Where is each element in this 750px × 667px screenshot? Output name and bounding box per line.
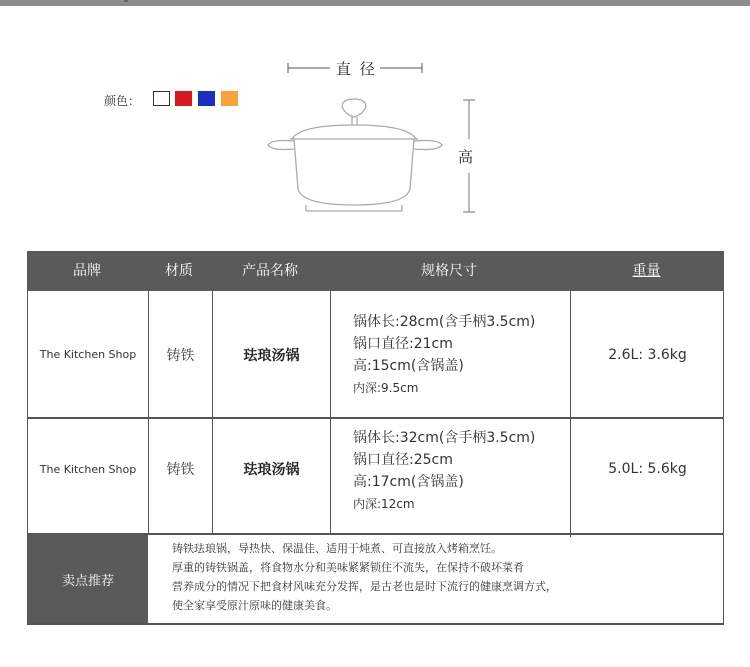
table-row — [27, 291, 724, 418]
spec-line: 内深:12cm — [353, 497, 415, 511]
header-material: 材质 — [165, 263, 193, 279]
material-cell: 铸铁 — [166, 347, 195, 364]
pot-dimension-diagram — [262, 55, 502, 220]
spec-line: 内深:9.5cm — [353, 380, 419, 395]
spec-cell — [331, 291, 570, 418]
weight-cell: 2.6L: 3.6kg — [608, 346, 687, 363]
selling-points-row — [27, 535, 724, 624]
color-swatch-white[interactable] — [153, 91, 170, 106]
header-brand: 品牌 — [73, 263, 101, 279]
brand-cell: The Kitchen Shop — [39, 348, 137, 361]
header-weight[interactable]: 重量 — [632, 263, 661, 279]
spec-line: 锅口直径:21cm — [353, 335, 453, 352]
spec-line: 高:17cm(含锅盖) — [353, 474, 464, 490]
spec-line: 锅口直径:25cm — [353, 452, 453, 468]
selling-point-line: 营养成分的情况下把食材风味充分发挥，是古老也是时下流行的健康烹调方式， — [172, 580, 557, 593]
pot-outline-icon — [262, 55, 502, 220]
header-product-name: 产品名称 — [242, 263, 298, 279]
table-row — [27, 419, 724, 533]
selling-points-text — [172, 539, 712, 615]
color-swatch-orange[interactable] — [221, 91, 238, 106]
header-spec: 规格尺寸 — [421, 263, 477, 279]
spec-cell — [331, 419, 570, 523]
selling-point-line: 厚重的铸铁锅盖，将食物水分和美味紧紧锁住不流失，在保持不破坏菜肴 — [172, 561, 524, 574]
color-swatch-red[interactable] — [175, 91, 192, 106]
table-header — [27, 251, 724, 291]
top-divider — [0, 0, 750, 6]
spec-line: 高:15cm(含锅盖) — [353, 357, 464, 374]
product-name-cell: 珐琅汤锅 — [243, 462, 300, 478]
material-cell: 铸铁 — [166, 462, 195, 478]
top-divider-mark — [124, 0, 128, 2]
selling-point-line: 铸铁珐琅锅，导热快、保温佳、适用于炖煮、可直接放入烤箱烹饪。 — [172, 542, 502, 555]
spec-line: 锅体长:32cm(含手柄3.5cm) — [353, 430, 536, 446]
diameter-label: 直 径 — [336, 60, 377, 78]
color-label: 颜色： — [104, 94, 141, 108]
product-name-cell: 珐琅汤锅 — [243, 347, 300, 364]
selling-point-line: 使全家享受原汁原味的健康美食。 — [172, 599, 337, 612]
height-label: 高 — [458, 148, 476, 166]
brand-cell: The Kitchen Shop — [39, 462, 137, 476]
weight-cell: 5.0L: 5.6kg — [608, 461, 687, 477]
spec-line: 锅体长:28cm(含手柄3.5cm) — [353, 313, 536, 330]
color-swatch-blue[interactable] — [198, 91, 215, 106]
table-bottom-border — [27, 623, 724, 625]
selling-points-label: 卖点推荐 — [28, 535, 148, 623]
